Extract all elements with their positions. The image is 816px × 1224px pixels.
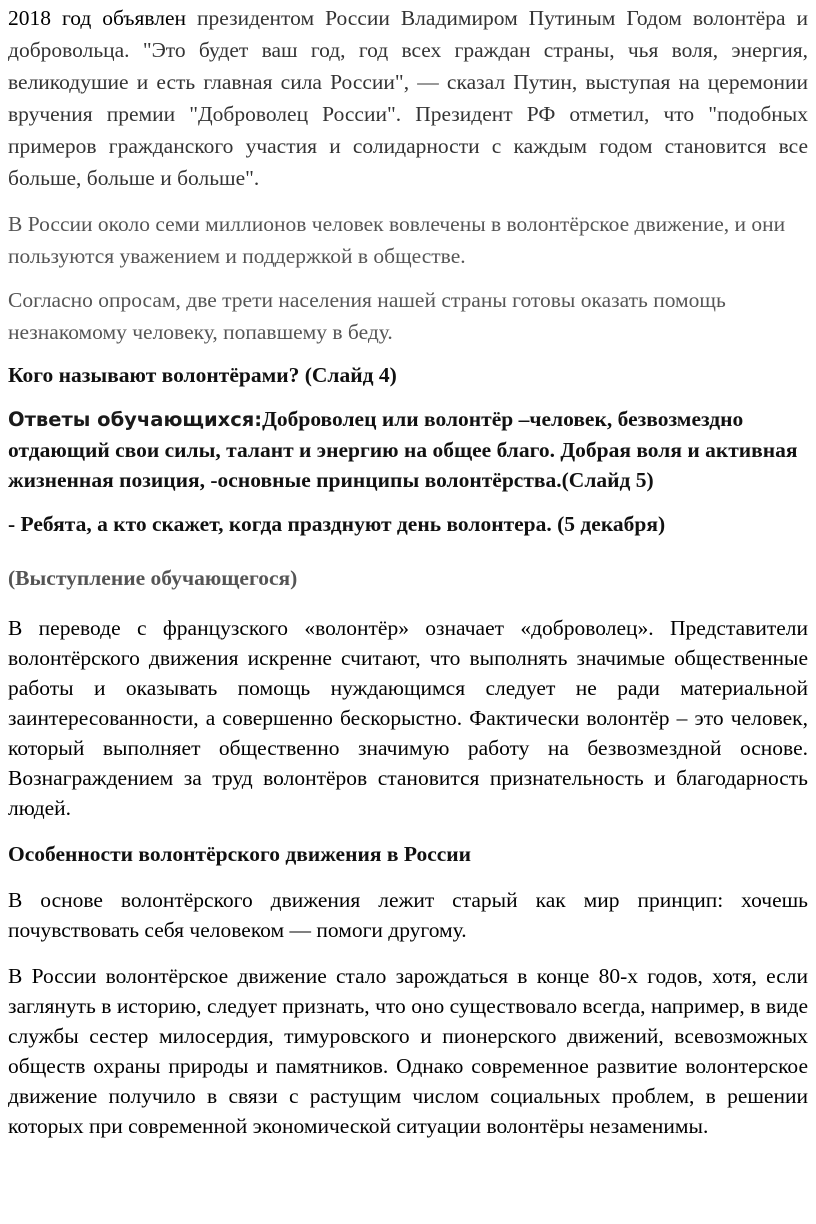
answer-label: Ответы обучающихся:	[8, 408, 263, 431]
intro-paragraph-rest: президентом России Владимиром Путиным Годом волонтёра и добровольца. "Это будет ваш год, год всех граждан страны, чья воля, энергия, великодушие и есть главная сила России", — сказал Путин, выступая на церемонии вручения премии "Доброволец России". Президент РФ отметил, что "подобных примеров гражданского участия и солидарности с каждым годом становится все больше, больше и больше".	[8, 6, 808, 190]
question-volunteer-day: - Ребята, а кто скажет, когда празднуют день волонтера. (5 декабря)	[8, 512, 666, 536]
student-speech-note: (Выступление обучающегося)	[8, 566, 298, 590]
question-who-are-volunteers: Кого называют волонтёрами? (Слайд 4)	[8, 363, 397, 387]
answer-slide-ref: (Слайд 5)	[561, 468, 654, 492]
answer-text: Доброволец или волонтёр –человек, безвозмездно отдающий свои силы, талант и энергию на общее благо. Добрая воля и активная жизненная позиция, -основные принципы волонтёрства.	[8, 407, 798, 492]
survey-paragraph: Согласно опросам, две трети населения нашей страны готовы оказать помощь незнакомому человеку, попавшему в беду.	[8, 288, 726, 344]
intro-paragraph-start: 2018 год объявлен	[8, 6, 187, 30]
students-answer	[8, 404, 808, 495]
principle-paragraph: В основе волонтёрского движения лежит старый как мир принцип: хочешь почувствовать себя человеком — помоги другому.	[8, 888, 808, 942]
volunteers-count-paragraph: В России около семи миллионов человек вовлечены в волонтёрское движение, и они пользуются уважением и поддержкой в обществе.	[8, 212, 786, 268]
history-paragraph: В России волонтёрское движение стало зарождаться в конце 80-х годов, хотя, если заглянуть в историю, следует признать, что оно существовало всегда, например, в виде службы сестер милосердия, тимуровского и пионерского движений, всевозможных обществ охраны природы и памятников. Однако современное развитие волонтерское движение получило в связи с растущим числом социальных проблем, в решении которых при современной экономической ситуации волонтёры незаменимы.	[8, 964, 808, 1138]
features-heading: Особенности волонтёрского движения в России	[8, 842, 472, 866]
translation-paragraph: В переводе с французского «волонтёр» означает «доброволец». Представители волонтёрского движения искренне считают, что выполнять значимые общественные работы и оказывать помощь нуждающимся следует не ради материальной заинтересованности, а совершенно бескорыстно. Фактически волонтёр – это человек, который выполняет общественно значимую работу на безвозмездной основе. Вознаграждением за труд волонтёров становится признательность и благодарность людей.	[8, 616, 808, 820]
intro-paragraph	[8, 0, 808, 194]
